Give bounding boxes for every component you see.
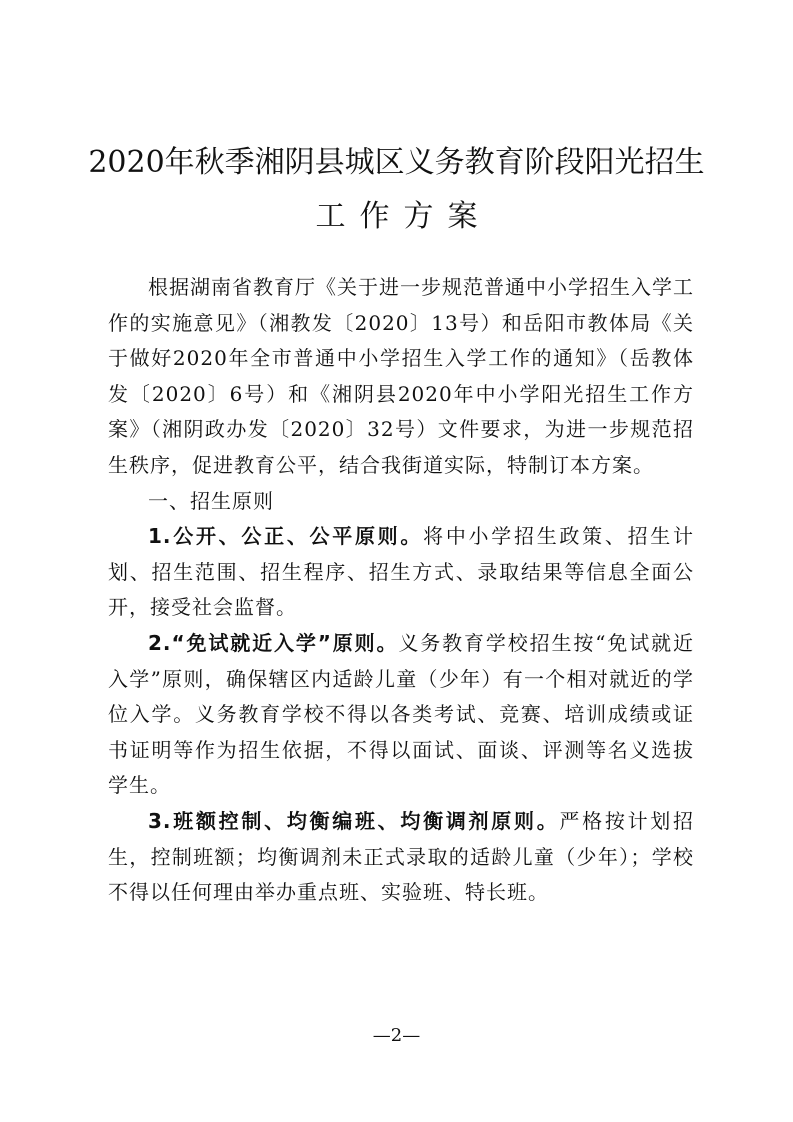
principle-1-lead: 1.公开、公正、公平原则。 [148, 524, 424, 549]
principle-paragraph-1 [108, 519, 694, 626]
principle-2-lead: 2.“免试就近入学”原则。 [148, 630, 399, 655]
document-body [108, 270, 694, 911]
document-title-line-1: 2020年秋季湘阴县城区义务教育阶段阳光招生 [88, 145, 705, 180]
principle-3-lead: 3.班额控制、均衡编班、均衡调剂原则。 [148, 808, 560, 833]
principle-1-text: 将中小学招生政策、招生计划、招生范围、招生程序、招生方式、录取结果等信息全面公开，接受社会监督。 [108, 524, 695, 620]
principle-paragraph-2 [108, 626, 694, 804]
principle-paragraph-3 [108, 804, 694, 911]
page-number: —2— [372, 1025, 421, 1046]
principle-2-text: 义务教育学校招生按“免试就近入学”原则，确保辖区内适龄儿童（少年）有一个相对就近的学位入学。义务教育学校不得以各类考试、竞赛、培训成绩或证书证明等作为招生依据，不得以面试、面谈、评测等名义选拔学生。 [108, 630, 694, 798]
principle-3-text: 严格按计划招生，控制班额；均衡调剂未正式录取的适龄儿童（少年）；学校不得以任何理由举办重点班、实验班、特长班。 [108, 808, 695, 905]
document-title-line-2: 工作方案 [315, 199, 492, 234]
section-heading-principles: 一、招生原则 [148, 488, 274, 513]
intro-paragraph: 根据湖南省教育厅《关于进一步规范普通中小学招生入学工作的实施意见》（湘教发〔2020〕13号）和岳阳市教体局《关于做好2020年全市普通中小学招生入学工作的通知》（岳教体发〔2020〕6号）和《湘阴县2020年中小学阳光招生工作方案》（湘阴政办发〔2020〕32号）文件要求，为进一步规范招生秩序，促进教育公平，结合我街道实际，特制订本方案。 [108, 275, 694, 477]
